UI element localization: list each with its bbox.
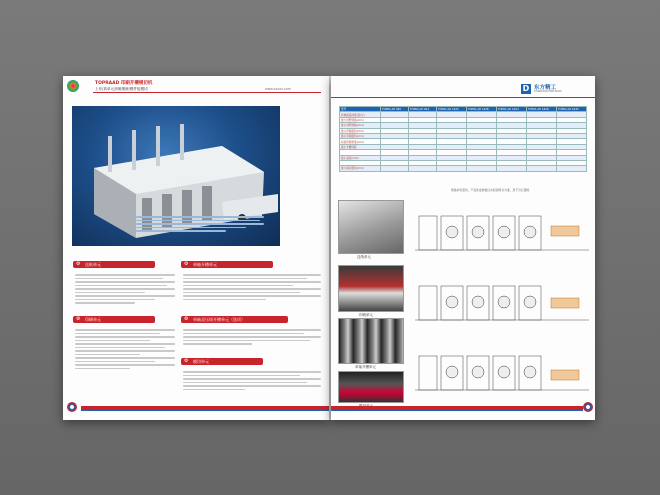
footer-bar-blue [81, 409, 329, 411]
section-slotter: ⚙ 单轴开槽单元 [181, 261, 273, 268]
section-double-slotter: ⚙ 单轴双压线开槽单元（选项） [181, 316, 288, 323]
section-diecut: ⚙ 模切单元 [181, 358, 263, 365]
photo-print [338, 265, 404, 312]
gear-icon [583, 402, 593, 412]
spec-model: TOPRA AD 924 [408, 107, 436, 112]
spec-model: TOPRA AD 1632 [556, 107, 586, 112]
feature-text [136, 214, 268, 240]
process-diagram-3 [415, 342, 589, 410]
spec-row-label: 最大进纸规格(mm) [340, 117, 381, 122]
spec-model: TOPRA AD 1228 [466, 107, 496, 112]
spec-row-label: 最大印刷面积(mm) [340, 128, 381, 133]
spec-corner: 型号 [340, 107, 381, 112]
logo-icon: D [522, 84, 530, 93]
photo-feeder [338, 200, 404, 254]
gear-icon [67, 402, 77, 412]
photo-caption: 送纸单元 [357, 255, 371, 259]
left-subtitle: 上印/真单元滚刷墨研/模件组模切 [95, 87, 148, 91]
spec-row-label: 最小开槽间距 [340, 144, 381, 149]
right-page [331, 76, 595, 420]
section-slotter-body [183, 272, 321, 302]
spec-row-label: 机械最高速度(张/分) [340, 112, 381, 117]
table-note: 规格如有更改，产品性能参数以实际说明书为准，恕不另行通知 [451, 188, 530, 192]
website-text: www.xxxxx.com [265, 87, 291, 91]
logo-text: 东方精工 [534, 85, 557, 91]
hero-panel [72, 106, 280, 246]
logo-subtext: DONGFANG PRECISION [534, 90, 562, 93]
spec-model: TOPRA AD 920 [381, 107, 409, 112]
spec-row-label: 最小印刷面积(mm) [340, 133, 381, 138]
spec-row [340, 166, 587, 171]
header-divider [93, 92, 321, 93]
spec-row-label: 最小进纸规格(mm) [340, 123, 381, 128]
photo-slotter [338, 318, 404, 364]
color-wheel-icon [67, 80, 79, 92]
section-print-body [75, 327, 175, 371]
spec-row-label: 标准印版厚度(mm) [340, 139, 381, 144]
section-feeder: ⚙ 送纸单元 [73, 261, 155, 268]
process-diagram-2 [415, 272, 589, 340]
spec-model: TOPRA AD 1628 [526, 107, 556, 112]
section-diecut-body [183, 369, 321, 392]
left-page [63, 76, 329, 420]
spec-model: TOPRA AD 1224 [436, 107, 466, 112]
photo-diecut [338, 371, 404, 403]
footer-bar-blue-right [331, 409, 583, 411]
spec-table [339, 106, 587, 172]
spec-model: TOPRA AD 1624 [496, 107, 526, 112]
left-title: TOPRAAD 印刷开槽模切机 [95, 81, 153, 86]
photo-caption: 单轴开槽单元 [355, 365, 376, 369]
spec-row-label: 最小高度(mm) [340, 155, 381, 160]
photo-caption: 印刷单元 [359, 313, 373, 317]
section-print: ⚙ 印刷单元 [73, 316, 155, 323]
section-feeder-body [75, 272, 175, 306]
header-divider-right [331, 97, 595, 98]
process-diagram-1 [415, 202, 589, 270]
feature-title: 整机特点 [183, 180, 197, 184]
spec-row-label: 最大模切面积(mm) [340, 166, 381, 171]
section-double-slotter-body [183, 327, 321, 347]
